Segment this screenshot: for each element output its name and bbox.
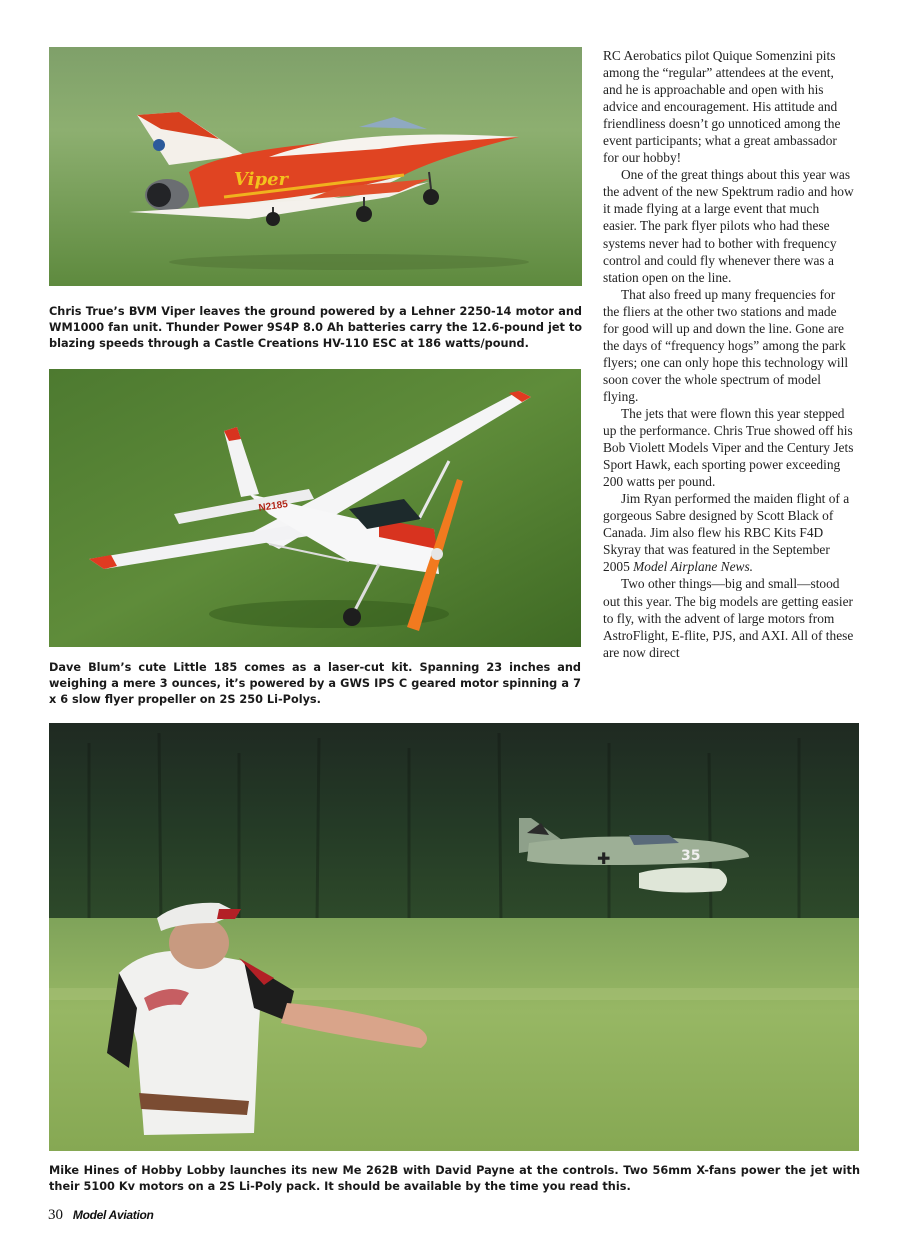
publication-title: Model Airplane News. [633,559,754,575]
article-paragraph: That also freed up many frequencies for the fliers at the other two stations and made for good will up and down the line. Gone are the days of “frequency hogs” among the park flyers; one can only hope this technology will soon cover the whole spectrum of model flying. [603,286,849,404]
page-number: 30 [48,1207,63,1223]
magazine-name: Model Aviation [72,1208,154,1222]
page-folio [48,1206,154,1224]
little185-decal: N2185 [257,498,289,514]
viper-decal: Viper [234,169,289,190]
photo-me262 [49,723,859,1151]
me262-caption: Mike Hines of Hobby Lobby launches its new Me 262B with David Payne at the controls. Two 56mm X-fans power the jet with their 5100 Kv motors on a 2S Li-Poly pack. It should be available by the time you read this. [49,1164,860,1193]
article-paragraph [603,490,854,575]
cross-icon: ✚ [597,849,611,868]
article-column [603,47,854,661]
me262-launch-illustration [49,723,859,1151]
viper-caption: Chris True’s BVM Viper leaves the ground powered by a Lehner 2250-14 motor and WM1000 fan unit. Thunder Power 9S4P 8.0 Ah batteries carry the 12.6-pound jet to blazing speeds through a Castle Creations HV-110 ESC at 186 watts/pound. [49,305,582,350]
photo-viper [49,47,582,286]
article-paragraph: The jets that were flown this year stepped up the performance. Chris True showed off his Bob Violett Models Viper and the Century Jets Sport Hawk, each sporting power exceeding 200 watts per pound. [603,405,854,490]
little185-caption: Dave Blum’s cute Little 185 comes as a laser-cut kit. Spanning 23 inches and weighing a mere 3 ounces, it’s powered by a GWS IPS C geared motor spinning a 7 x 6 slow flyer propeller on 2S 250 Li-Polys. [49,661,581,706]
article-paragraph: One of the great things about this year was the advent of the new Spektrum radio and how it made flying at a large event that much easier. The park flyer pilots who had these systems never had to bother with frequency control and could fly whenever there was a station open on the line. [603,167,854,285]
article-text: Jim Ryan performed the maiden flight of a gorgeous Sabre designed by Scott Black of Canada. Jim also flew his RBC Kits F4D Skyray that was featured in the September 2005 [603,491,850,575]
little185-illustration [49,369,581,647]
viper-jet-illustration [49,47,582,286]
me262-decal: 35 [681,848,701,864]
article-paragraph: RC Aerobatics pilot Quique Somenzini pits among the “regular” attendees at the event, and he is approachable and open with his advice and encouragement. His attitude and friendliness doesn’t go unnoticed among the event participants; what a great ambassador for our hobby! [603,48,841,166]
photo-little185 [49,369,581,647]
article-paragraph: Two other things—big and small—stood out this year. The big models are getting easier to fly, with the advent of large motors from AstroFlight, E-flite, PJS, and AXI. All of these are now direct [603,576,854,660]
